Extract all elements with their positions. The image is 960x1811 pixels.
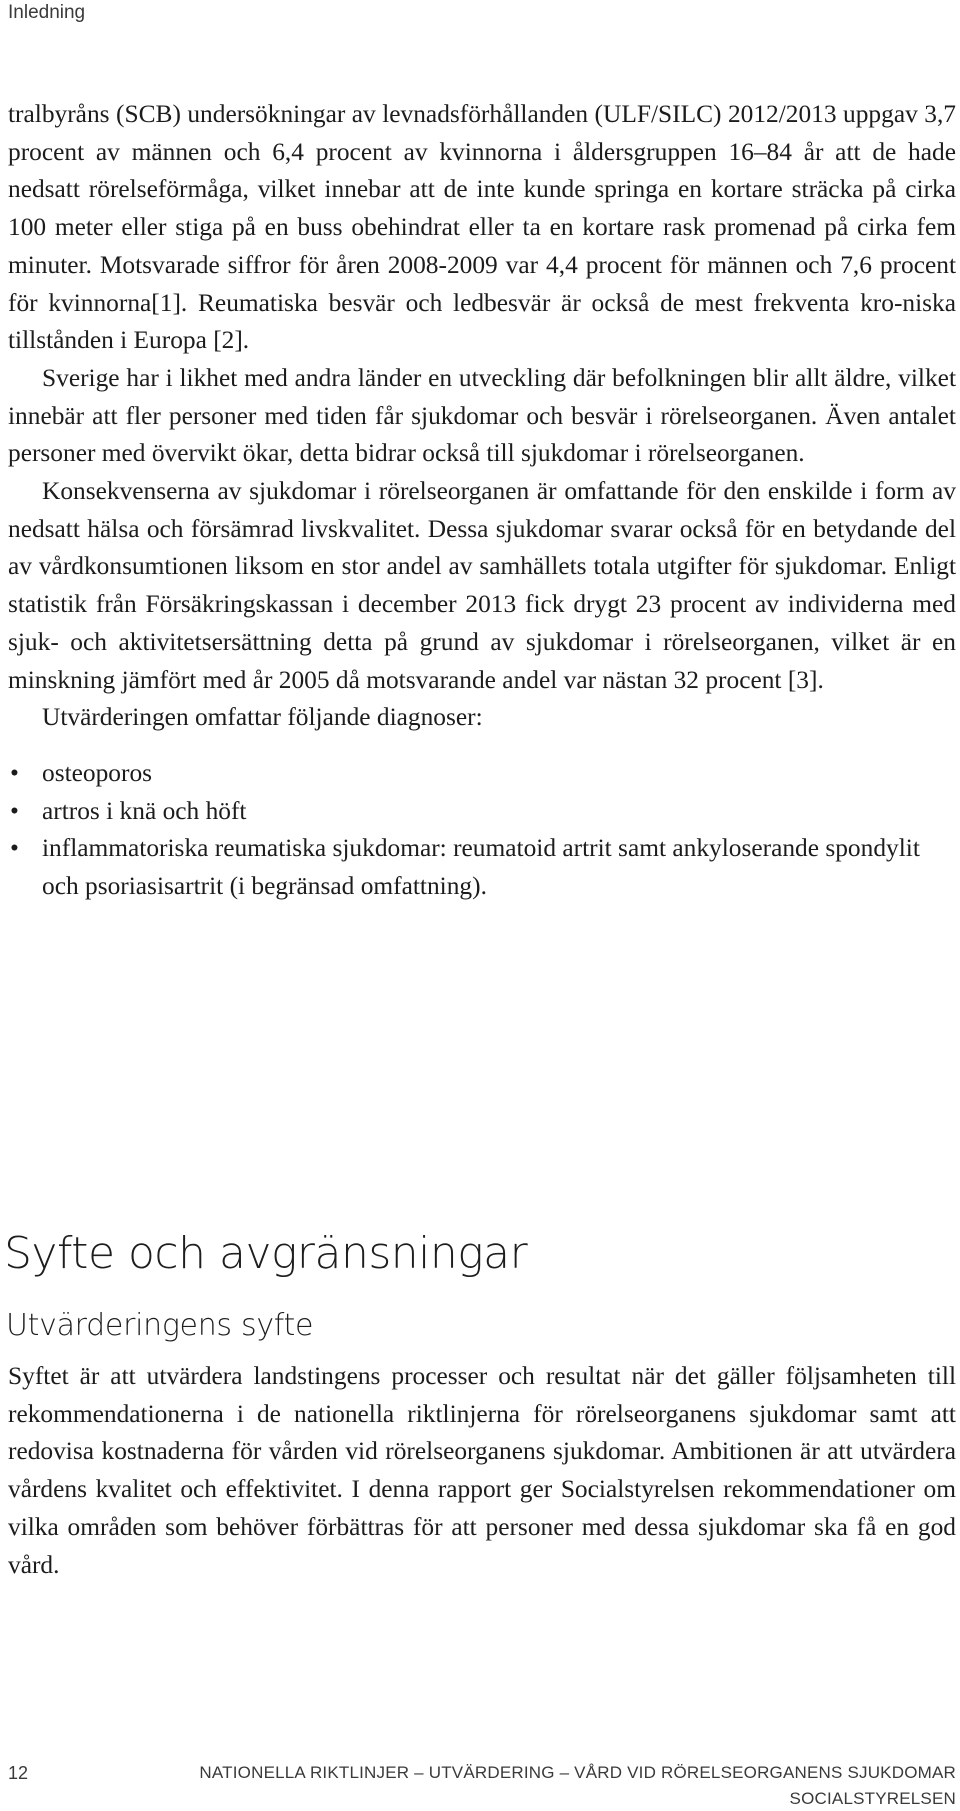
list-item: [8, 793, 956, 831]
page-number: 12: [8, 1763, 29, 1783]
list-item: [8, 755, 956, 793]
list-item: [8, 830, 956, 905]
paragraph-consequences: Konsekvenserna av sjukdomar i rörelseorganen är omfattande för den enskilde i form av nedsatt hälsa och försämrad livskvalitet. Dessa sjukdomar svarar också för en betydande del av vårdkonsumtionen liksom en stor andel av samhällets totala utgifter för sjukdomar. Enligt statistik från Försäkringskassan i december 2013 fick drygt 23 procent av individerna med sjuk- och aktivitetsersättning detta på grund av sjukdomar i rörelseorganen, vilket är en minskning jämfört med år 2005 då motsvarande andel var nästan 32 procent [3].: [8, 477, 956, 694]
paragraph-aging-population: Sverige har i likhet med andra länder en utveckling där befolkningen blir allt äldre, vilket innebär att fler personer med tiden får sjukdomar och besvär i rörelseorganen. Även antalet personer med övervikt ökar, detta bidrar också till sjukdomar i rörelseorganen.: [8, 363, 956, 468]
list-item-text: artros i knä och höft: [42, 796, 247, 825]
footer-organization: SOCIALSTYRELSEN: [789, 1789, 956, 1808]
paragraph-purpose: Syftet är att utvärdera landstingens processer och resultat när det gäller följsamheten till rekommendationerna i de nationella riktlinjerna för rörelseorganens sjukdomar samt att redovisa kostnaderna för vården vid rörelseorganens sjukdomar. Ambitionen är att utvärdera vårdens kvalitet och effektivitet. I denna rapport ger Socialstyrelsen rekommendationer om vilka områden som behöver förbättras för att personer med dessa sjukdomar ska få en god vård.: [8, 1362, 956, 1579]
running-header: Inledning: [8, 2, 86, 23]
bullet-icon: •: [10, 796, 19, 825]
body-text: [8, 96, 956, 906]
list-item-text: osteoporos: [42, 758, 153, 787]
bullet-icon: •: [10, 834, 19, 863]
diagnoses-list: [8, 755, 956, 906]
list-item-text: inflammatoriska reumatiska sjukdomar: reumatoid artrit samt ankyloserande spondylit och psoriasisartrit (i begränsad omfattning).: [42, 834, 920, 901]
footer-report-title: NATIONELLA RIKTLINJER – UTVÄRDERING – VÅRD VID RÖRELSEORGANENS SJUKDOMAR: [199, 1763, 956, 1782]
bullet-icon: •: [10, 758, 19, 787]
section-heading: Syfte och avgränsningar: [4, 1228, 528, 1279]
sub-heading: Utvärderingens syfte: [6, 1308, 314, 1343]
paragraph-intro-statistics: tralbyråns (SCB) undersökningar av levnadsförhållanden (ULF/SILC) 2012/2013 uppgav 3,7 procent av männen och 6,4 procent av kvinnorna i åldersgruppen 16–84 år att de hade nedsatt rörelseförmåga, vilket innebar att de inte kunde springa en kortare sträcka på cirka 100 meter eller stiga på en buss obehindrat eller ta en kortare rask promenad på cirka fem minuter. Motsvarade siffror för åren 2008-2009 var 4,4 procent för männen och 7,6 procent för kvinnorna[1]. Reumatiska besvär och ledbesvär är också de mest frekventa kro-niska tillstånden i Europa [2].: [8, 100, 956, 355]
paragraph-diagnoses-intro: Utvärderingen omfattar följande diagnoser:: [42, 703, 483, 732]
